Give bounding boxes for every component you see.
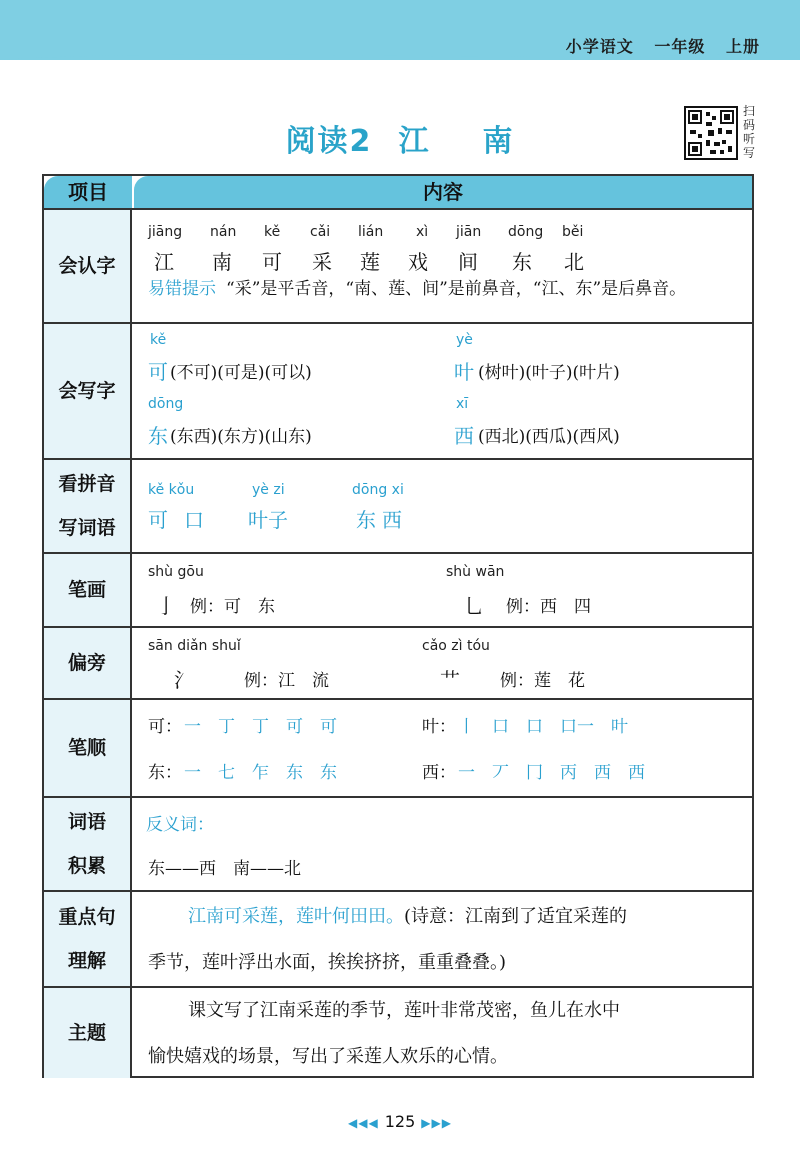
row-label: 会写字 bbox=[44, 324, 132, 458]
pinyin: nán bbox=[210, 224, 237, 240]
row-content bbox=[134, 210, 752, 322]
order-sequence: 丨 口 口 口一 叶 bbox=[458, 717, 628, 737]
stroke-glyph: 乚 bbox=[464, 594, 484, 618]
word-list: (不可)(可是)(可以) bbox=[170, 363, 312, 383]
pinyin: yè zi bbox=[252, 482, 285, 498]
sentence-line1 bbox=[148, 894, 748, 940]
radical-example: 例：江 流 bbox=[244, 671, 329, 691]
key-sentence: 江南可采莲，莲叶何田田。 bbox=[188, 906, 404, 927]
row-label bbox=[44, 798, 132, 890]
word: 叶子 bbox=[248, 508, 288, 532]
pinyin: dōng bbox=[148, 396, 184, 412]
order-char: 叶： bbox=[422, 717, 456, 737]
row-label-line1: 词语 bbox=[67, 811, 106, 833]
row-content bbox=[134, 324, 752, 458]
order-char: 西： bbox=[422, 763, 456, 783]
word: 可口 bbox=[148, 508, 220, 532]
page-footer bbox=[0, 1112, 800, 1131]
page-number: 125 bbox=[384, 1112, 416, 1131]
row-label: 主题 bbox=[44, 988, 132, 1078]
radical-glyph: 艹 bbox=[440, 668, 460, 692]
row-content bbox=[134, 460, 752, 552]
pinyin: yè bbox=[456, 332, 473, 348]
row-content bbox=[134, 988, 752, 1078]
row-label-line1: 看拼音 bbox=[58, 473, 116, 495]
radical-glyph: 氵 bbox=[174, 668, 194, 692]
character: 北 bbox=[564, 250, 584, 274]
order-sequence: 一 丆 冂 丙 西 西 bbox=[458, 763, 645, 783]
pinyin: kě bbox=[150, 332, 167, 348]
title-char1: 江 bbox=[398, 124, 431, 159]
words-heading: 反义词： bbox=[146, 815, 214, 835]
prev-arrows-icon: ◀◀◀ bbox=[348, 1116, 379, 1130]
sentence-line2: 季节，莲叶浮出水面，挨挨挤挤，重重叠叠。) bbox=[148, 952, 507, 973]
word-list: (西北)(西瓜)(西风) bbox=[478, 427, 620, 447]
stroke-glyph: 亅 bbox=[156, 594, 176, 618]
row-label bbox=[44, 892, 132, 986]
row-label-line2: 写词语 bbox=[58, 517, 116, 539]
character: 西 bbox=[454, 424, 474, 448]
pinyin: běi bbox=[562, 224, 584, 240]
character: 东 bbox=[512, 250, 532, 274]
row-radical bbox=[44, 626, 752, 698]
column-header-content: 内容 bbox=[134, 176, 752, 208]
theme-line1: 课文写了江南采莲的季节，莲叶非常茂密，鱼儿在水中 bbox=[188, 1000, 620, 1021]
column-header-item: 项目 bbox=[44, 176, 132, 208]
row-words bbox=[44, 796, 752, 890]
row-label: 笔顺 bbox=[44, 700, 132, 796]
title-lesson: 阅读2 bbox=[285, 124, 373, 159]
row-content bbox=[134, 554, 752, 626]
pinyin: sān diǎn shuǐ bbox=[148, 638, 241, 654]
character: 莲 bbox=[360, 250, 380, 274]
character: 东 bbox=[148, 424, 168, 448]
tip-label: 易错提示 bbox=[148, 279, 216, 299]
row-write bbox=[44, 322, 752, 458]
order-sequence: 一 丁 丁 可 可 bbox=[184, 717, 337, 737]
stroke-example: 例：可 东 bbox=[190, 597, 275, 617]
page-header bbox=[552, 34, 760, 57]
row-recognize bbox=[44, 208, 752, 322]
row-content bbox=[134, 628, 752, 698]
pinyin: kě kǒu bbox=[148, 482, 195, 498]
pinyin: xī bbox=[456, 396, 469, 412]
header-grade: 一年级 bbox=[654, 37, 706, 56]
pinyin: lián bbox=[358, 224, 384, 240]
pinyin: dōng bbox=[508, 224, 544, 240]
character: 间 bbox=[458, 250, 478, 274]
row-content bbox=[134, 798, 752, 890]
row-label: 偏旁 bbox=[44, 628, 132, 698]
pinyin: jiān bbox=[456, 224, 482, 240]
tip-text: “采”是平舌音，“南、莲、间”是前鼻音，“江、东”是后鼻音。 bbox=[226, 279, 687, 299]
row-order bbox=[44, 698, 752, 796]
character: 戏 bbox=[408, 250, 428, 274]
stroke-example: 例：西 四 bbox=[506, 597, 591, 617]
row-sentence bbox=[44, 890, 752, 986]
pinyin: shù wān bbox=[446, 564, 505, 580]
row-theme bbox=[44, 986, 752, 1078]
row-label: 笔画 bbox=[44, 554, 132, 626]
character: 南 bbox=[212, 250, 232, 274]
word-list: (东西)(东方)(山东) bbox=[170, 427, 312, 447]
word-list: (树叶)(叶子)(叶片) bbox=[478, 363, 620, 383]
theme-line2: 愉快嬉戏的场景，写出了采莲人欢乐的心情。 bbox=[148, 1046, 508, 1067]
sentence-paragraph bbox=[148, 894, 748, 986]
row-label-line1: 重点句 bbox=[58, 906, 116, 928]
qr-code-icon[interactable] bbox=[684, 106, 738, 160]
row-pinyin bbox=[44, 458, 752, 552]
qr-label: 扫码听写 bbox=[743, 104, 756, 160]
order-char: 东： bbox=[148, 763, 182, 783]
order-char: 可： bbox=[148, 717, 182, 737]
pinyin: dōng xi bbox=[352, 482, 404, 498]
page-title bbox=[0, 116, 800, 160]
pinyin: cǎi bbox=[310, 224, 331, 240]
next-arrows-icon: ▶▶▶ bbox=[421, 1116, 452, 1130]
pinyin: shù gōu bbox=[148, 564, 204, 580]
character: 可 bbox=[148, 360, 168, 384]
antonym-pairs: 东——西 南——北 bbox=[148, 859, 301, 879]
row-content bbox=[134, 892, 752, 986]
sentence-meaning: (诗意：江南到了适宜采莲的 bbox=[404, 906, 628, 927]
character: 江 bbox=[154, 250, 174, 274]
summary-table bbox=[42, 174, 754, 1078]
row-label: 会认字 bbox=[44, 210, 132, 322]
pinyin: jiāng bbox=[148, 224, 183, 240]
pinyin: xì bbox=[416, 224, 429, 240]
word: 东西 bbox=[356, 508, 408, 532]
character: 可 bbox=[262, 250, 282, 274]
row-content bbox=[134, 700, 752, 796]
row-stroke bbox=[44, 552, 752, 626]
row-label-line2: 积累 bbox=[67, 855, 106, 877]
header-subject: 小学语文 bbox=[565, 37, 634, 56]
order-sequence: 一 七 乍 东 东 bbox=[184, 763, 337, 783]
character: 叶 bbox=[454, 360, 474, 384]
character: 采 bbox=[312, 250, 332, 274]
radical-example: 例：莲 花 bbox=[500, 671, 585, 691]
header-volume: 上册 bbox=[725, 37, 760, 56]
pinyin: kě bbox=[264, 224, 281, 240]
row-label bbox=[44, 460, 132, 552]
row-label-line2: 理解 bbox=[67, 950, 106, 972]
title-char2: 南 bbox=[482, 124, 515, 159]
pinyin: cǎo zì tóu bbox=[422, 638, 490, 654]
error-tip bbox=[148, 274, 686, 299]
theme-paragraph bbox=[148, 988, 748, 1080]
